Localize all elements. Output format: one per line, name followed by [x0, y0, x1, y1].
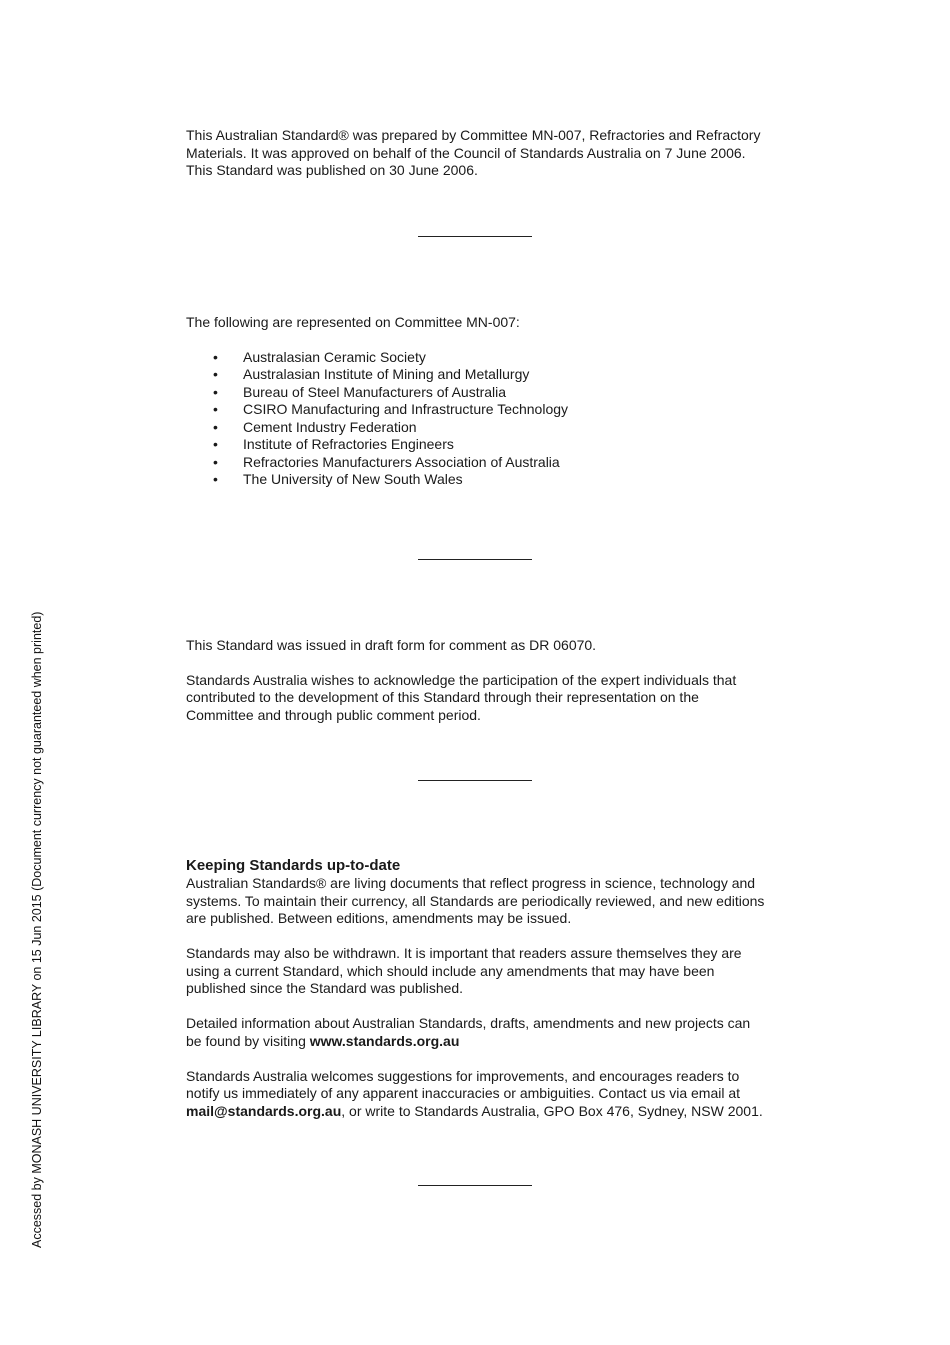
committee-intro: The following are represented on Committee MN-007: — [186, 314, 520, 330]
section-divider — [418, 1185, 532, 1186]
bullet-icon: • — [213, 348, 218, 365]
paragraph-line: be found by visiting www.standards.org.au — [186, 1032, 460, 1049]
approval-line: This Australian Standard® was prepared by Committee MN-007, Refractories and Refractory — [186, 127, 761, 143]
paragraph-line: mail@standards.org.au, or write to Standards Australia, GPO Box 476, Sydney, NSW 2001. — [186, 1102, 763, 1119]
acknowledgement-line: Standards Australia wishes to acknowledge the participation of the expert individuals that — [186, 671, 737, 688]
bullet-icon: • — [213, 453, 218, 470]
acknowledgement-line: Committee and through public comment period. — [186, 706, 481, 723]
acknowledgement-line: contributed to the development of this Standard through their representation on the — [186, 689, 699, 705]
approval-line: Materials. It was approved on behalf of the Council of Standards Australia on 7 June 2006. — [186, 144, 746, 161]
list-item: • Australasian Ceramic Society — [213, 348, 426, 365]
paragraph-line: Standards may also be withdrawn. It is important that readers assure themselves they are — [186, 945, 742, 961]
paragraph-line: using a current Standard, which should include any amendments that may have been — [186, 962, 715, 979]
section-divider — [418, 236, 532, 237]
approval-statement — [186, 127, 786, 180]
access-watermark: Accessed by MONASH UNIVERSITY LIBRARY on 15 Jun 2015 (Document currency not guaranteed when printed) — [30, 611, 44, 1248]
list-item: • CSIRO Manufacturing and Infrastructure Technology — [213, 401, 569, 417]
list-item: • Cement Industry Federation — [213, 418, 417, 435]
bullet-icon: • — [213, 436, 218, 452]
bullet-icon: • — [213, 383, 218, 400]
section-divider — [418, 559, 532, 560]
paragraph-line: notify us immediately of any apparent inaccuracies or ambiguities. Contact us via email at — [186, 1085, 741, 1101]
approval-line: This Standard was published on 30 June 2006. — [186, 162, 478, 178]
paragraph-line: Detailed information about Australian Standards, drafts, amendments and new projects can — [186, 1015, 751, 1031]
section-heading: Keeping Standards up-to-date — [186, 857, 401, 874]
paragraph-line: Australian Standards® are living documents that reflect progress in science, technology and — [186, 875, 756, 891]
keeping-standards-section — [186, 857, 786, 1120]
website-link[interactable]: www.standards.org.au — [309, 1032, 460, 1049]
section-divider — [418, 780, 532, 781]
paragraph-line: are published. Between editions, amendments may be issued. — [186, 910, 572, 926]
email-link[interactable]: mail@standards.org.au — [186, 1102, 342, 1119]
list-item: • The University of New South Wales — [213, 471, 463, 487]
list-item: • Bureau of Steel Manufacturers of Australia — [213, 383, 507, 400]
list-item: • Australasian Institute of Mining and Metallurgy — [213, 366, 530, 382]
paragraph-line: Standards Australia welcomes suggestions for improvements, and encourages readers to — [186, 1067, 740, 1084]
bullet-icon: • — [213, 401, 218, 417]
paragraph-line: systems. To maintain their currency, all Standards are periodically reviewed, and new editions — [186, 892, 765, 909]
bullet-icon: • — [213, 418, 218, 435]
committee-section — [186, 314, 786, 489]
list-item: • Refractories Manufacturers Association of Australia — [213, 453, 560, 470]
paragraph-line: published since the Standard was published. — [186, 980, 464, 996]
draft-issued: This Standard was issued in draft form for comment as DR 06070. — [186, 637, 597, 653]
list-item: • Institute of Refractories Engineers — [213, 436, 454, 452]
committee-member-list — [186, 349, 786, 489]
bullet-icon: • — [213, 366, 218, 382]
draft-section — [186, 637, 786, 724]
bullet-icon: • — [213, 471, 218, 487]
